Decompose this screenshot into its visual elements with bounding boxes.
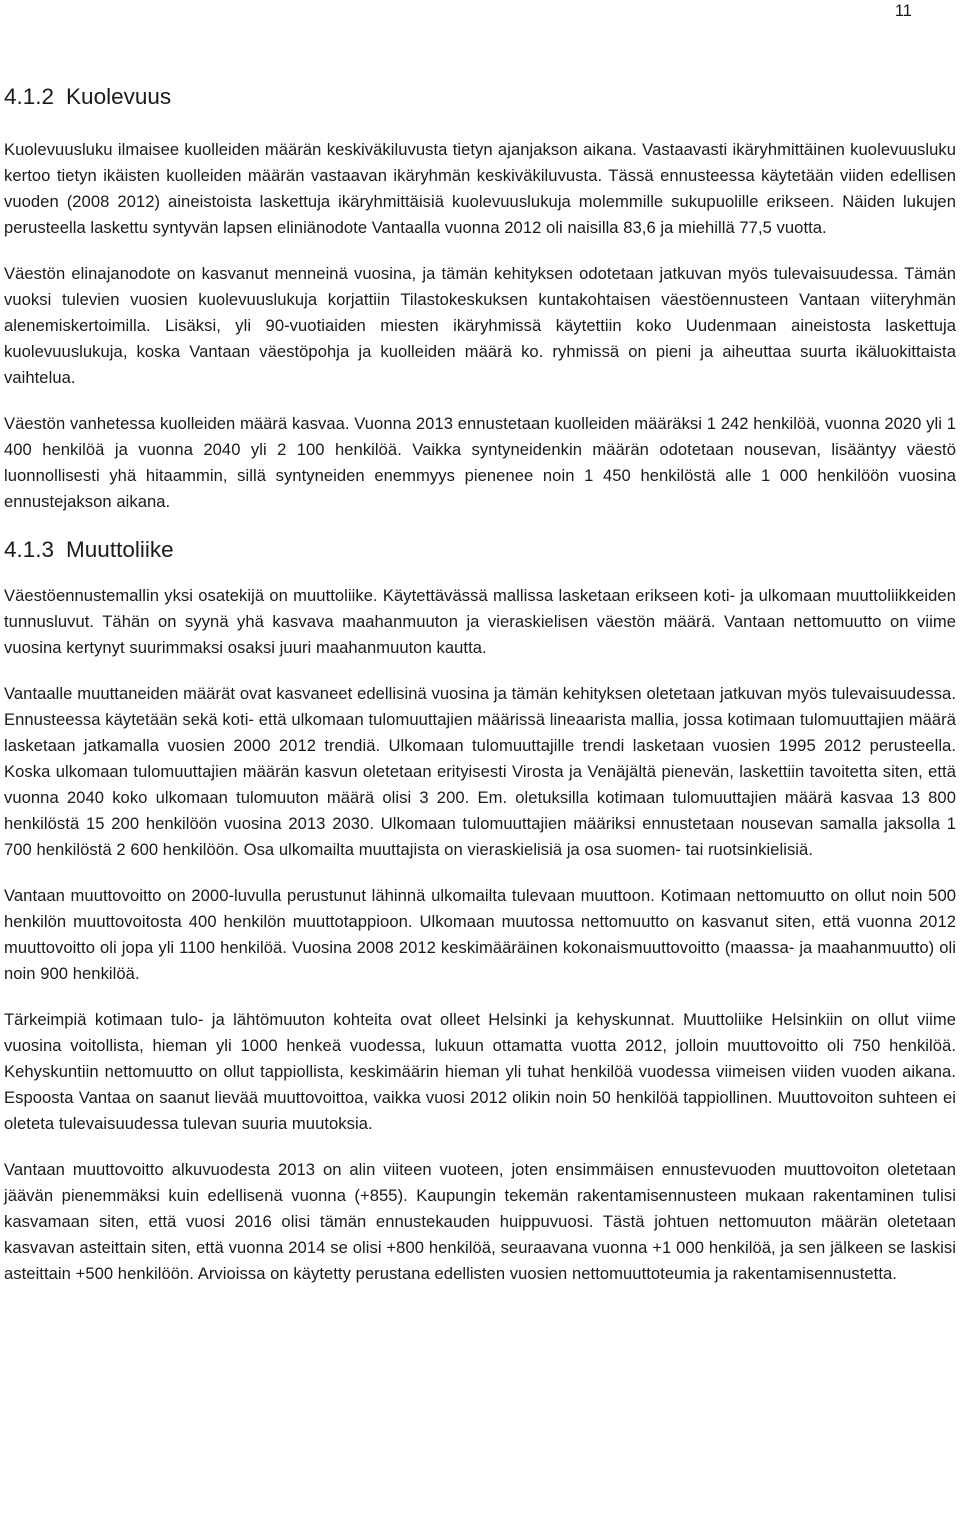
section-number: 4.1.2: [4, 84, 55, 109]
paragraph: Väestöennustemallin yksi osatekijä on muuttoliike. Käytettävässä mallissa lasketaan erikseen koti- ja ulkomaan muuttoliikkeiden tunnusluvut. Tähän on syynä yhä kasvava maahanmuuton ja vieraskielisen väestön määrä. Vantaan nettomuutto on viime vuosina kertynyt suurimmaksi osaksi juuri maahanmuuton kautta.: [4, 586, 956, 657]
paragraph: Vantaan muuttovoitto alkuvuodesta 2013 on alin viiteen vuoteen, joten ensimmäisen ennustevuoden muuttovoiton oletetaan jäävän pienemmäksi kuin edellisenä vuonna (+855). Kaupungin tekemän rakentamisennusteen mukaan rakentaminen tulisi kasvamaan siten, että vuosi 2016 olisi tämän ennustekauden huippuvuosi. Tästä johtuen nettomuuton määrän oletetaan kasvavan asteittain siten, että vuonna 2014 se olisi +800 henkilöä, seuraavana vuonna +1 000 henkilöä, ja sen jälkeen se laskisi asteittain +500 henkilöön. Arvioissa on käytetty perustana edellisten vuosien nettomuuttoteumia ja rakentamisennustetta.: [4, 1160, 956, 1283]
section-title: Muuttoliike: [66, 537, 174, 562]
section-heading-kuolevuus: [4, 82, 956, 112]
paragraph: Vantaan muuttovoitto on 2000-luvulla perustunut lähinnä ulkomailta tulevaan muuttoon. Kotimaan nettomuutto on ollut noin 500 henkilön muuttovoitosta 400 henkilön muuttotappioon. Ulkomaan muutossa nettomuutto on kasvanut siten, että vuonna 2012 muuttovoitto oli jopa yli 1100 henkilöä. Vuosina 2008 2012 keskimääräinen kokonaismuuttovoitto (maassa- ja maahanmuutto) oli noin 900 henkilöä.: [4, 886, 956, 983]
page-number: 11: [894, 2, 912, 20]
paragraph: Vantaalle muuttaneiden määrät ovat kasvaneet edellisinä vuosina ja tämän kehityksen oletetaan jatkuvan myös tulevaisuudessa. Ennusteessa käytetään sekä koti- että ulkomaan tulomuuttajien määrissä lineaarista mallia, jossa kotimaan tulomuuttajien määrä lasketaan jatkamalla vuosien 2000 2012 trendiä. Ulkomaan tulomuuttajille trendi lasketaan vuosien 1995 2012 perusteella. Koska ulkomaan tulomuuttajien määrän kasvun oletetaan erityisesti Virosta ja Venäjältä pienevän, laskettiin tavoitetta siten, että vuonna 2040 koko ulkomaan tulomuuton määrä olisi 3 200. Em. oletuksilla kotimaan tulomuuttajien määrä kasvaa 13 800 henkilöstä 15 200 henkilöön vuosina 2013 2030. Ulkomaan tulomuuttajien määriksi ennustetaan nousevan samalla jaksolla 1 700 henkilöstä 2 600 henkilöön. Osa ulkomailta muuttajista on vieraskielisiä ja osa suomen- tai ruotsinkielisiä.: [4, 684, 956, 859]
section-heading-muuttoliike: [4, 535, 956, 565]
paragraph: Tärkeimpiä kotimaan tulo- ja lähtömuuton kohteita ovat olleet Helsinki ja kehyskunnat. Muuttoliike Helsinkiin on ollut viime vuosina voitollista, hieman yli 1000 henkeä vuodessa, lukuun ottamatta vuotta 2012, jolloin muuttovoitto oli 750 henkilöä. Kehyskuntiin nettomuutto on ollut tappiollista, keskimäärin hieman yli tuhat henkilöä vuodessa viimeisen viiden vuoden aikana. Espoosta Vantaa on saanut lievää muuttovoittoa, vaikka vuosi 2012 olikin noin 50 henkilöä tappiollinen. Muuttovoiton suhteen ei oleteta tulevaisuudessa tulevan suuria muutoksia.: [4, 1010, 956, 1133]
section-number: 4.1.3: [4, 537, 55, 562]
page-content: [4, 82, 956, 1307]
section-title: Kuolevuus: [66, 84, 172, 109]
paragraph: Väestön elinajanodote on kasvanut menneinä vuosina, ja tämän kehityksen odotetaan jatkuvan myös tulevaisuudessa. Tämän vuoksi tulevien vuosien kuolevuuslukuja korjattiin Tilastokeskuksen kuntakohtaisen väestöennusteen Vantaan viiteryhmän alenemiskertoimilla. Lisäksi, yli 90-vuotiaiden miesten ikäryhmissä käytettiin koko Uudenmaan aineistosta laskettuja kuolevuuslukuja, koska Vantaan väestöpohja ja kuolleiden määrä ko. ryhmissä on pieni ja aiheuttaa suurta ikäluokittaista vaihtelua.: [4, 264, 956, 387]
paragraph: Kuolevuusluku ilmaisee kuolleiden määrän keskiväkiluvusta tietyn ajanjakson aikana. Vastaavasti ikäryhmittäinen kuolevuusluku kertoo tietyn ikäisten kuolleiden määrän vastaavan ikäryhmän keskiväkiluvusta. Tässä ennusteessa käytetään viiden edellisen vuoden (2008 2012) aineistoista laskettuja ikäryhmittäisiä kuolevuuslukuja molemmille sukupuolille erikseen. Näiden lukujen perusteella laskettu syntyvän lapsen eliniänodote Vantaalla vuonna 2012 oli naisilla 83,6 ja miehillä 77,5 vuotta.: [4, 140, 956, 237]
paragraph: Väestön vanhetessa kuolleiden määrä kasvaa. Vuonna 2013 ennustetaan kuolleiden määräksi 1 242 henkilöä, vuonna 2020 yli 1 400 henkilöä ja vuonna 2040 yli 2 100 henkilöä. Vaikka syntyneidenkin määrän odotetaan nousevan, lisääntyy väestö luonnollisesti yhä hitaammin, sillä syntyneiden enemmyys pienenee noin 1 450 henkilöstä alle 1 000 henkilöön vuosina ennustejakson aikana.: [4, 414, 956, 511]
